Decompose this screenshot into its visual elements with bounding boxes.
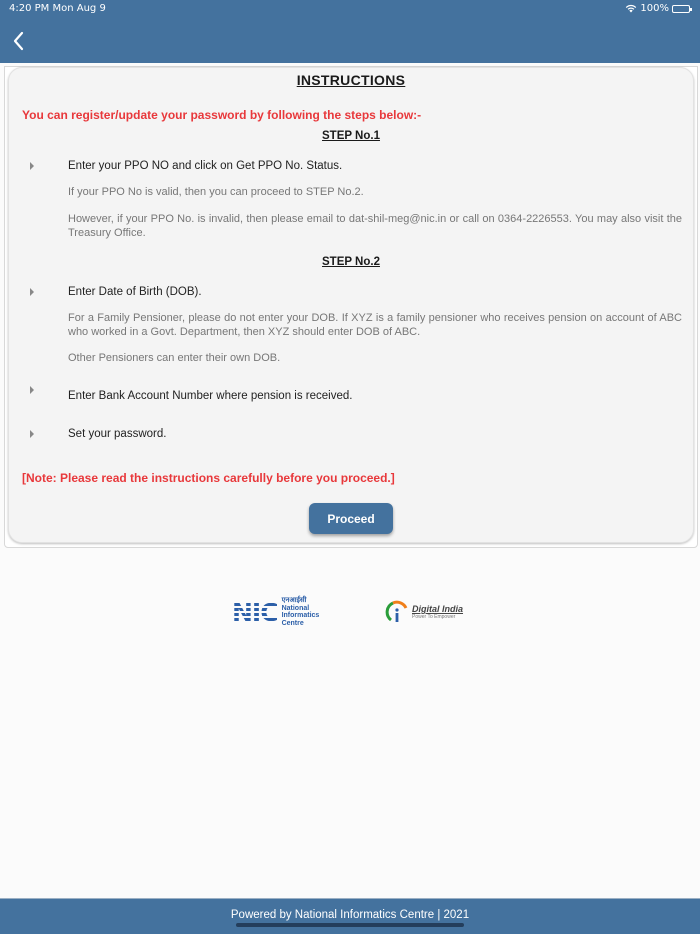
instructions-container [4,66,698,548]
bullet-icon [30,162,34,170]
step2-heading: STEP No.2 [322,256,380,268]
instructions-card [8,67,694,543]
partner-logos [232,596,472,628]
bullet-icon [30,386,34,394]
proceed-button[interactable]: Proceed [309,503,393,534]
top-bar [0,0,700,63]
battery-icon [672,5,690,13]
digital-india-text [412,604,463,620]
step2-bank-item: Enter Bank Account Number where pension is received. [68,390,353,402]
status-time: 4:20 PM Mon Aug 9 [9,3,106,14]
battery-percent: 100% [640,3,669,14]
intro-text: You can register/update your password by following the steps below:- [22,108,422,122]
digital-india-logo [385,598,463,626]
nic-line2: Informatics [281,612,320,619]
step1-invalid-note: However, if your PPO No. is invalid, then please email to dat-shil-meg@nic.in or call on 0364-2226553. You may also visit the Treasury Office. [68,213,682,239]
note-text: [Note: Please read the instructions carefully before you proceed.] [22,471,395,485]
step1-heading: STEP No.1 [322,130,380,142]
step2-other-note: Other Pensioners can enter their own DOB. [68,352,281,364]
digital-india-title: Digital India [412,604,464,614]
nic-line3: Centre [281,619,304,627]
step2-password-item: Set your password. [68,428,167,440]
digital-india-emblem-icon [385,598,409,626]
digital-india-tagline: Power To Empower [412,614,456,620]
nic-line1: National [281,604,310,612]
step1-item: Enter your PPO NO and click on Get PPO No. Status. [68,160,343,172]
step2-dob-item: Enter Date of Birth (DOB). [68,286,202,298]
nic-logo [232,596,319,628]
step2-family-note: For a Family Pensioner, please do not enter your DOB. If XYZ is a family pensioner who receives pension on account of ABC who worked in a Govt. Department, then XYZ should enter DOB of ABC. [68,312,682,338]
footer [0,898,700,934]
footer-text: Powered by National Informatics Centre | 2021 [230,909,470,921]
bullet-icon [30,430,34,438]
step1-valid-note: If your PPO No is valid, then you can proceed to STEP No.2. [68,186,364,198]
bullet-icon [30,288,34,296]
nic-hindi: एनआईसी [281,597,307,604]
nic-label [282,597,320,627]
home-indicator[interactable] [236,923,464,927]
chevron-left-icon [10,30,30,52]
nic-mark: NIC [232,597,278,627]
status-indicators [625,3,690,14]
page-title: INSTRUCTIONS [296,72,406,88]
wifi-icon [625,4,637,13]
back-button[interactable] [10,30,30,52]
